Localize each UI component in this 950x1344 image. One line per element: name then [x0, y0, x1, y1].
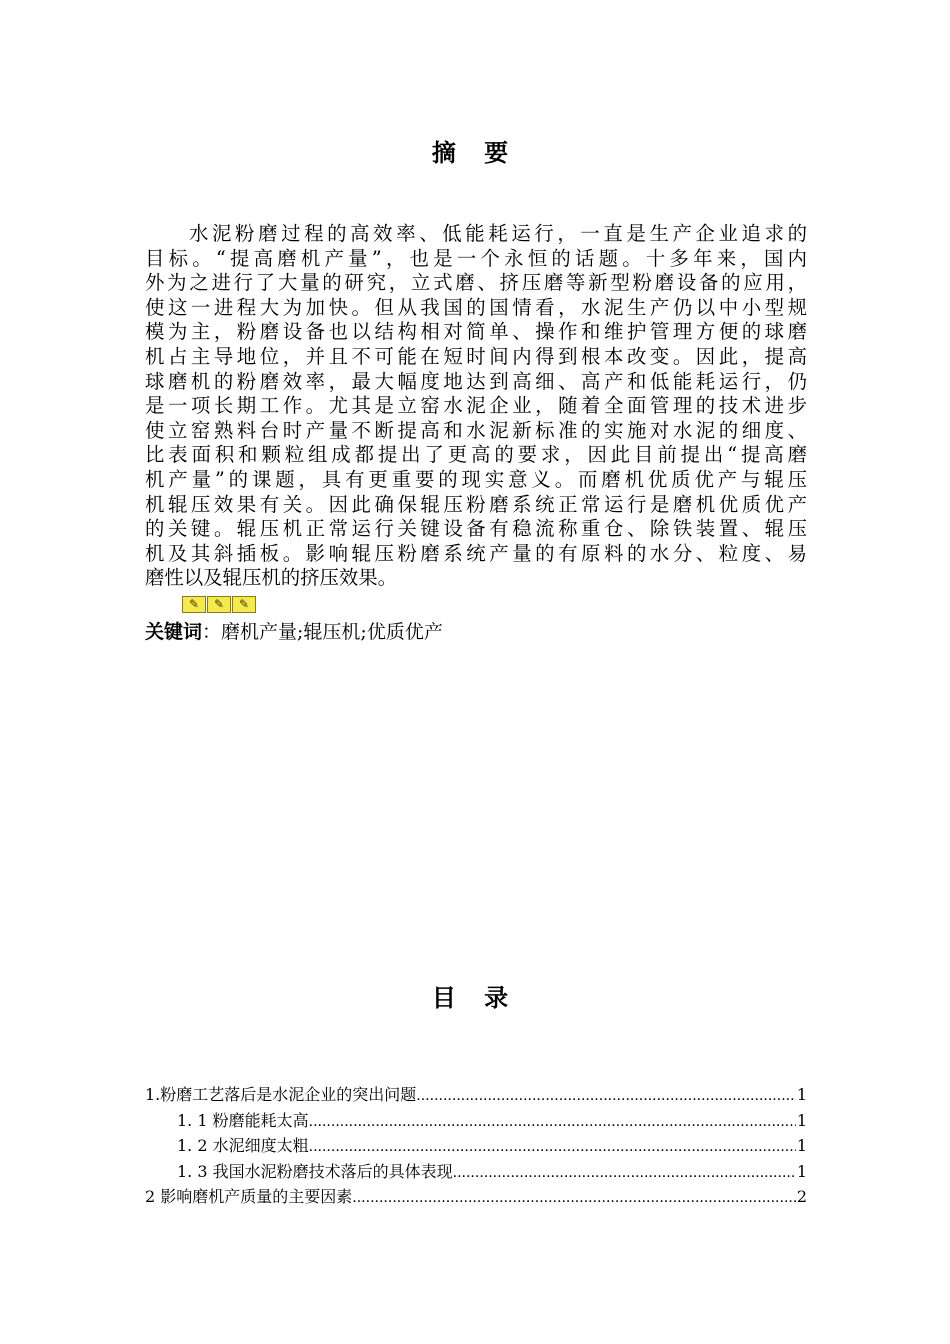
toc-entry-text: 1. 2 水泥细度太粗: [177, 1136, 309, 1155]
edit-icon[interactable]: ✎: [207, 596, 231, 613]
edit-icon[interactable]: ✎: [182, 596, 206, 613]
abstract-line: 水泥粉磨过程的高效率、低能耗运行，一直是生产企业追求的: [189, 222, 807, 245]
toc-entry-text: 1. 1 粉磨能耗太高: [177, 1110, 309, 1130]
abstract-line: 机辊压效果有关。因此确保辊压粉磨系统正常运行是磨机优质优产: [145, 492, 807, 516]
toc-entry[interactable]: [145, 1184, 807, 1210]
toc-entry-page: 2: [796, 1187, 807, 1206]
toc-entry-text: 2 影响磨机产质量的主要因素: [145, 1187, 353, 1206]
abstract-line: 球磨机的粉磨效率，最大幅度地达到高细、高产和低能耗运行，仍: [145, 369, 807, 393]
edit-icon[interactable]: ✎: [232, 596, 256, 613]
toc-leader: [352, 1186, 796, 1212]
abstract-line: 机占主导地位，并且不可能在短时间内得到根本改变。因此，提高: [145, 344, 807, 368]
abstract-line: 使这一进程大为加快。但从我国的国情看，水泥生产仍以中小型规: [145, 295, 807, 319]
toc-entry[interactable]: [145, 1082, 807, 1108]
abstract-line: 磨性以及辊压机的挤压效果。: [145, 566, 398, 590]
keywords-value: 磨机产量;辊压机;优质优产: [221, 621, 443, 643]
toc-entry-page: 1: [796, 1085, 807, 1104]
abstract-body: [145, 222, 807, 591]
abstract-line: 比表面积和颗粒组成都提出了更高的要求，因此目前提出“提高磨: [145, 443, 807, 467]
toc-leader: [309, 1135, 796, 1161]
abstract-line: 是一项长期工作。尤其是立窑水泥企业，随着全面管理的技术进步: [145, 394, 807, 418]
keywords: [145, 620, 443, 644]
edit-icons-group: [182, 596, 257, 613]
abstract-title: 摘 要: [431, 139, 519, 167]
abstract-line: 目标。“提高磨机产量”，也是一个永恒的话题。十多年来，国内: [145, 246, 807, 270]
abstract-line: 的关键。辊压机正常运行关键设备有稳流称重仓、除铁装置、辊压: [145, 517, 807, 541]
toc-entry-text: 1. 3 我国水泥粉磨技术落后的具体表现: [177, 1161, 453, 1181]
abstract-line: 机产量”的课题，具有更重要的现实意义。而磨机优质优产与辊压: [145, 467, 807, 491]
table-of-contents: [145, 1082, 807, 1210]
toc-entry-page: 1: [796, 1110, 807, 1130]
toc-entry-page: 1: [796, 1136, 807, 1155]
keywords-separator: ：: [202, 621, 222, 643]
toc-leader: [453, 1161, 796, 1187]
toc-entry-text: 1.粉磨工艺落后是水泥企业的突出问题: [145, 1085, 417, 1104]
toc-leader: [416, 1084, 796, 1110]
toc-entry[interactable]: [145, 1108, 807, 1134]
toc-entry[interactable]: [145, 1159, 807, 1185]
abstract-line: 外为之进行了大量的研究，立式磨、挤压磨等新型粉磨设备的应用，: [145, 271, 807, 295]
toc-title: 目 录: [431, 984, 519, 1012]
toc-leader: [309, 1110, 796, 1136]
abstract-line: 机及其斜插板。影响辊压粉磨系统产量的有原料的水分、粒度、易: [145, 541, 807, 565]
keywords-label: 关键词: [145, 621, 203, 643]
toc-entry-page: 1: [796, 1161, 807, 1181]
abstract-line: 使立窑熟料台时产量不断提高和水泥新标准的实施对水泥的细度、: [145, 418, 807, 442]
abstract-line: 模为主，粉磨设备也以结构相对简单、操作和维护管理方便的球磨: [145, 320, 807, 344]
toc-entry[interactable]: [145, 1133, 807, 1159]
